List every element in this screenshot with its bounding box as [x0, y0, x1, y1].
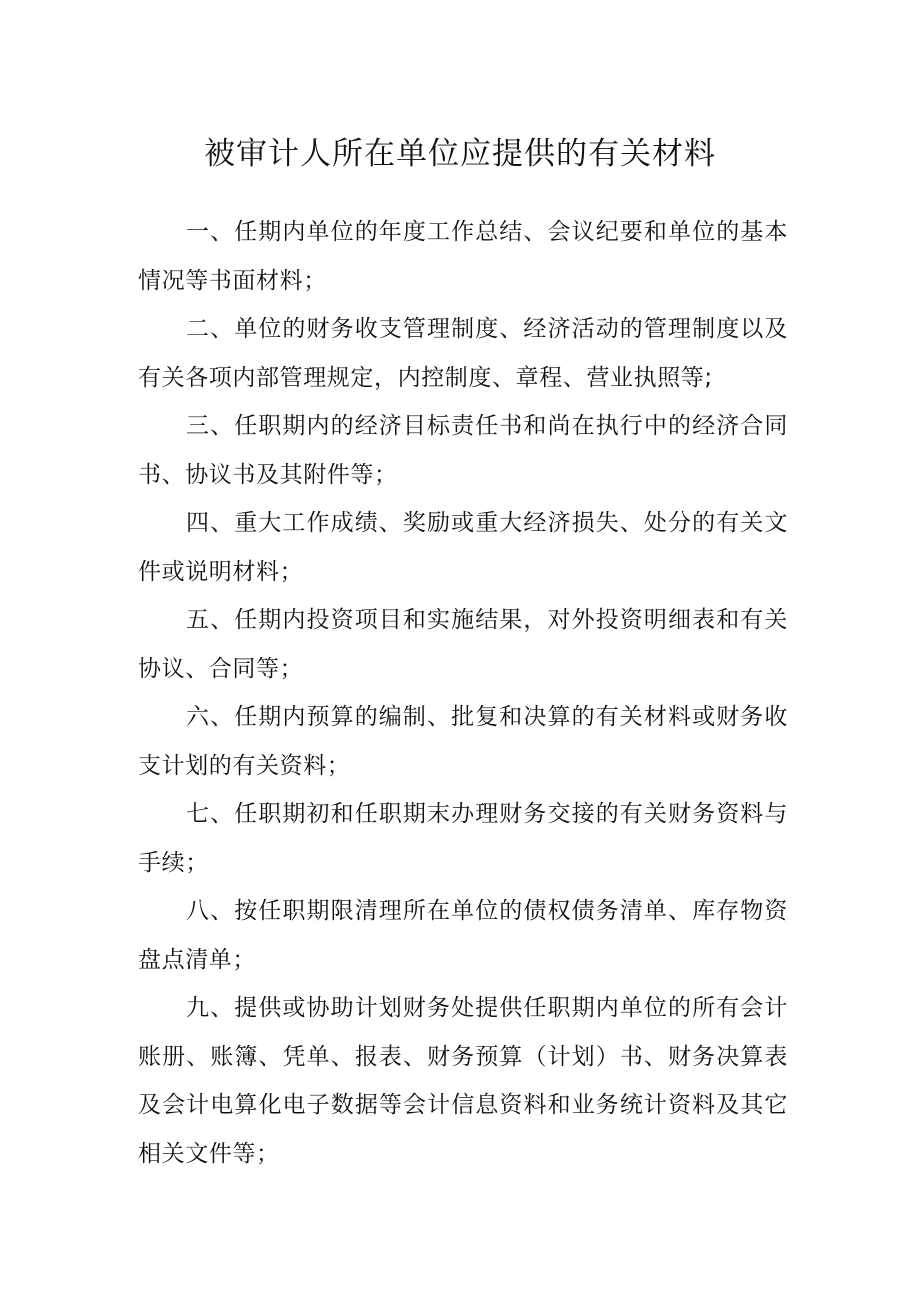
list-item: 三、任职期内的经济目标责任书和尚在执行中的经济合同书、协议书及其附件等； [138, 413, 788, 488]
list-item: 八、按任职期限清理所在单位的债权债务清单、库存物资盘点清单； [138, 898, 788, 973]
document-title: 被审计人所在单位应提供的有关材料 [204, 136, 716, 172]
list-item: 四、重大工作成绩、奖励或重大经济损失、处分的有关文件或说明材料； [138, 510, 788, 585]
list-item: 六、任期内预算的编制、批复和决算的有关材料或财务收支计划的有关资料； [138, 704, 788, 779]
list-item: 九、提供或协助计划财务处提供任职期内单位的所有会计账册、账簿、凭单、报表、财务预算（计划）书、财务决算表及会计电算化电子数据等会计信息资料和业务统计资料及其它相关文件等； [138, 995, 788, 1167]
list-item: 二、单位的财务收支管理制度、经济活动的管理制度以及有关各项内部管理规定，内控制度、章程、营业执照等; [138, 316, 788, 391]
list-item: 七、任职期初和任职期末办理财务交接的有关财务资料与手续； [138, 801, 788, 876]
list-item: 五、任期内投资项目和实施结果，对外投资明细表和有关协议、合同等； [138, 607, 788, 682]
list-item: 一、任期内单位的年度工作总结、会议纪要和单位的基本情况等书面材料； [138, 219, 788, 294]
document-body [138, 208, 788, 1178]
